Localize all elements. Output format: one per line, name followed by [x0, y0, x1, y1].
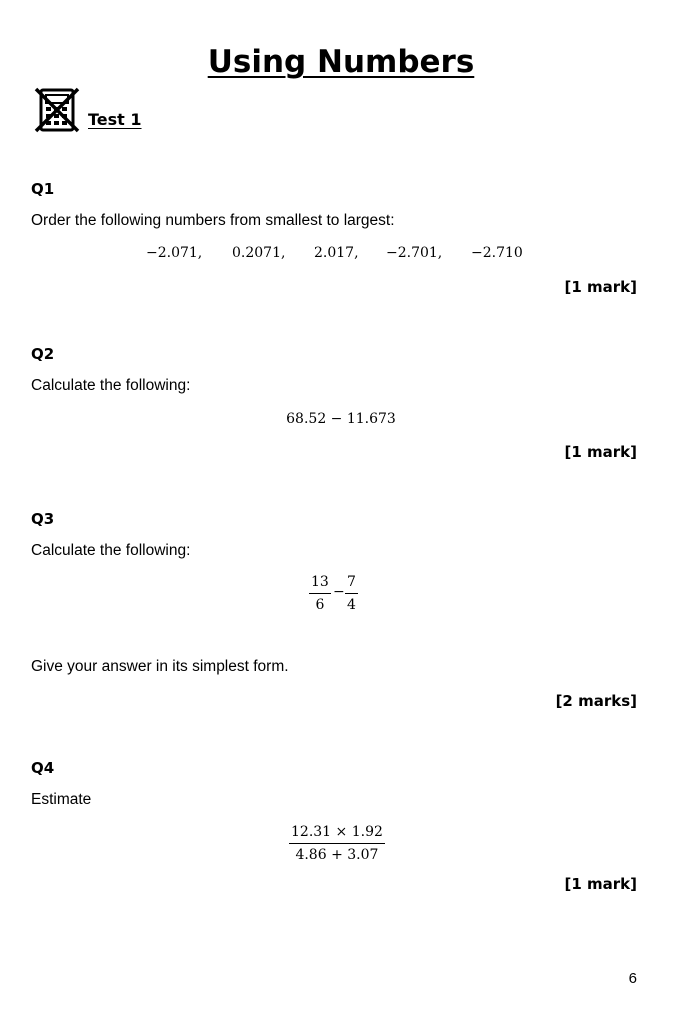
page-title: Using Numbers	[207, 44, 475, 80]
question-4-marks: [1 mark]	[564, 875, 637, 893]
question-2-expression: 68.52 − 11.673	[286, 411, 396, 427]
calculator-crossed-icon	[34, 87, 80, 133]
number-item: −2.710	[471, 245, 523, 261]
fraction-numerator: 7	[345, 574, 358, 594]
fraction-numerator: 12.31 × 1.92	[289, 824, 385, 844]
question-3-note: Give your answer in its simplest form.	[31, 658, 289, 675]
question-2-text: Calculate the following:	[31, 377, 191, 394]
number-item: −2.701,	[386, 245, 443, 261]
fraction-numerator: 13	[309, 574, 331, 594]
number-item: 0.2071,	[232, 245, 286, 261]
fraction-denominator: 6	[315, 597, 325, 613]
question-3-text: Calculate the following:	[31, 542, 191, 559]
question-1-marks: [1 mark]	[564, 278, 637, 296]
number-item: −2.071,	[146, 245, 203, 261]
question-1-label: Q1	[31, 180, 55, 198]
test-label: Test 1	[88, 110, 142, 129]
question-4-label: Q4	[31, 759, 55, 777]
question-2-marks: [1 mark]	[564, 443, 637, 461]
question-3-label: Q3	[31, 510, 55, 528]
fraction-denominator: 4.86 + 3.07	[295, 847, 379, 863]
page-number: 6	[628, 970, 637, 987]
question-2-label: Q2	[31, 345, 55, 363]
fraction-13-6	[309, 574, 331, 613]
fraction-7-4	[345, 574, 358, 613]
question-4-text: Estimate	[31, 791, 92, 808]
fraction-denominator: 4	[347, 597, 356, 613]
estimate-fraction	[289, 824, 385, 863]
question-3-marks: [2 marks]	[555, 692, 637, 710]
number-item: 2.017,	[314, 245, 359, 261]
minus-operator: −	[333, 584, 345, 600]
question-1-text: Order the following numbers from smallest to largest:	[31, 212, 395, 229]
